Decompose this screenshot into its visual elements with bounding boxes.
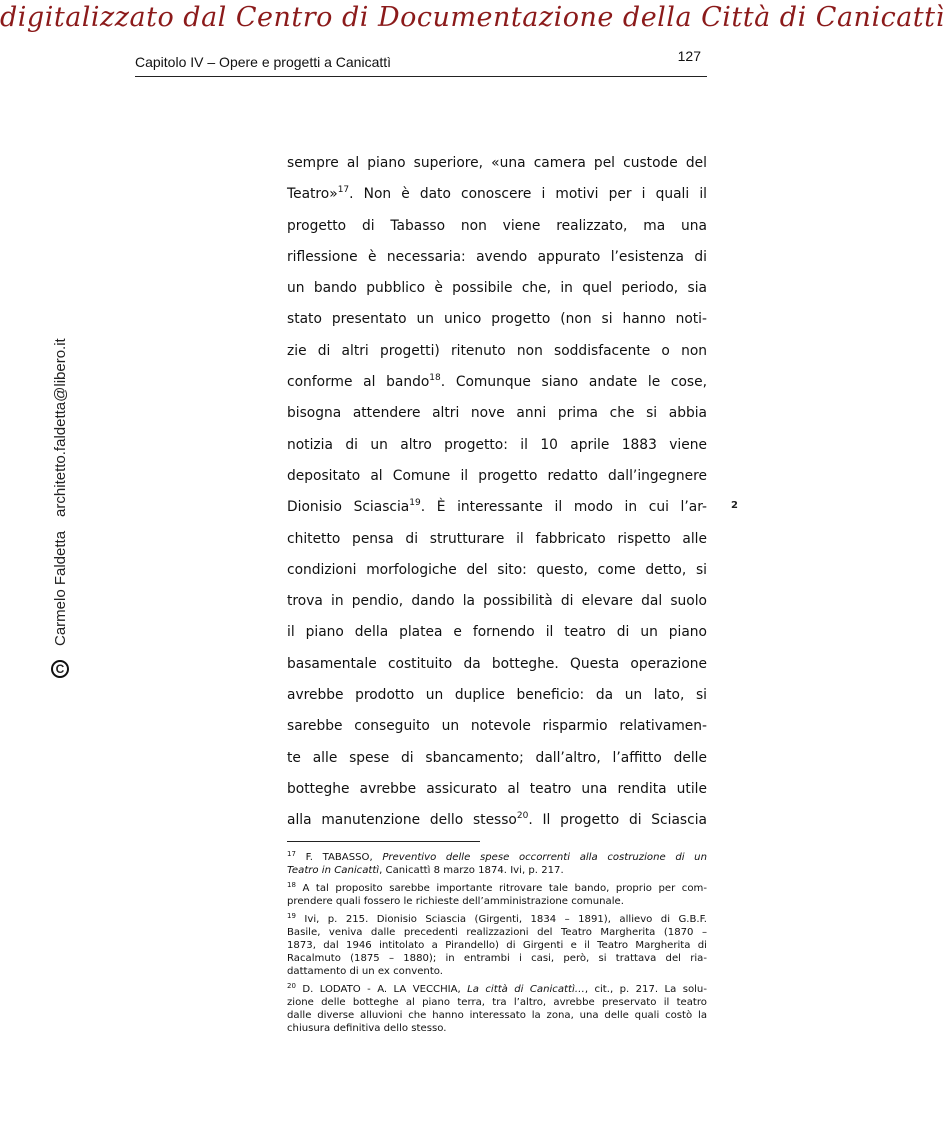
text-line: bisogna attendere altri nove anni prima che si abbia — [287, 405, 707, 422]
text-line: alla manutenzione dello stesso$^{20}$. Il progetto di Sciascia — [287, 811, 707, 829]
footnote-18: $^{18}$ A tal proposito sarebbe importante ritrovare tale bando, proprio per com- prendere quali fossero le richieste dell’amministrazione comunale. — [287, 881, 707, 907]
footnote-17: $^{17}$ F. TABASSO, Preventivo delle spese occorrenti alla costruzione di un Teatro in Canicattì, Canicattì 8 marzo 1874. Ivi, p. 217. — [287, 850, 707, 876]
text-line: sempre al piano superiore, «una camera pel custode del — [287, 155, 707, 171]
text-line: chitetto pensa di strutturare il fabbricato rispetto alle — [287, 530, 707, 547]
text-line: condizioni morfologiche del sito: questo, come detto, si — [287, 561, 707, 578]
text-line: depositato al Comune il progetto redatto dall’ingegnere — [287, 467, 707, 484]
digitization-watermark: digitalizzato dal Centro di Documentazione della Città di Canicattì — [0, 2, 945, 33]
text-line: sarebbe conseguito un notevole risparmio relativamen- — [287, 718, 707, 735]
chapter-title: Capitolo IV – Opere e progetti a Canicattì — [135, 54, 392, 70]
text-line: un bando pubblico è possibile che, in quel periodo, sia — [287, 280, 707, 297]
text-line: avrebbe prodotto un duplice beneficio: da un lato, si — [287, 687, 707, 704]
text-line: zie di altri progetti) ritenuto non soddisfacente o non — [287, 342, 707, 359]
text-line: Teatro»$^{17}$. Non è dato conoscere i motivi per i quali il — [287, 185, 707, 203]
text-line: riflessione è necessaria: avendo appurato l’esistenza di — [287, 248, 707, 265]
page-number: 127 — [677, 48, 701, 64]
footnote-20: $^{20}$ D. LODATO - A. LA VECCHIA, La città di Canicattì…, cit., p. 217. La solu- zione delle botteghe al piano terra, tra l’altro, avrebbe preservato il teatro dalle diverse alluvioni che hanno interessato la zona, una delle quali costò la chiusura definitiva dello stesso. — [287, 982, 707, 1034]
text-line: botteghe avrebbe assicurato al teatro una rendita utile — [287, 780, 707, 797]
text-line: progetto di Tabasso non viene realizzato, ma una — [287, 217, 707, 234]
copyright-icon: C — [51, 660, 69, 678]
text-line: il piano della platea e fornendo il teatro di un piano — [287, 624, 707, 641]
page-header — [135, 46, 707, 77]
text-line: Dionisio Sciascia$^{19}$. È interessante il modo in cui l’ar- — [287, 498, 707, 516]
margin-number: 2 — [731, 500, 738, 511]
text-line: stato presentato un unico progetto (non si hanno noti- — [287, 311, 707, 328]
text-line: conforme al bando$^{18}$. Comunque siano andate le cose, — [287, 373, 707, 391]
footnotes — [287, 851, 707, 1040]
side-credit — [48, 278, 72, 678]
footnote-ref: 17 — [337, 185, 350, 196]
footnote-divider — [287, 841, 480, 842]
text-line: te alle spese di sbancamento; dall’altro, l’affitto delle — [287, 749, 707, 766]
text-line: trova in pendio, dando la possibilità di elevare dal suolo — [287, 593, 707, 610]
body-text — [287, 148, 707, 837]
footnote-19: $^{19}$ Ivi, p. 215. Dionisio Sciascia (Girgenti, 1834 – 1891), allievo di G.B.F. Basile, veniva dalle precedenti realizzazioni del Teatro Margherita (1870 – 1873, dal 1946 intitolato a Pirandello) di Girgenti e il Teatro Margherita di Racalmuto (1875 – 1880); in entrambi i casi, però, si trattava del ria- dattamento di un ex convento. — [287, 912, 707, 977]
text-line: basamentale costituito da botteghe. Questa operazione — [287, 655, 707, 672]
footnote-ref: 18 — [429, 373, 441, 384]
author-name: Carmelo Faldetta — [51, 530, 69, 646]
footnote-ref: 20 — [516, 811, 529, 822]
author-email: architetto.faldetta@libero.it — [51, 338, 69, 517]
text-line: notizia di un altro progetto: il 10 aprile 1883 viene — [287, 436, 707, 453]
footnote-ref: 19 — [409, 498, 421, 509]
